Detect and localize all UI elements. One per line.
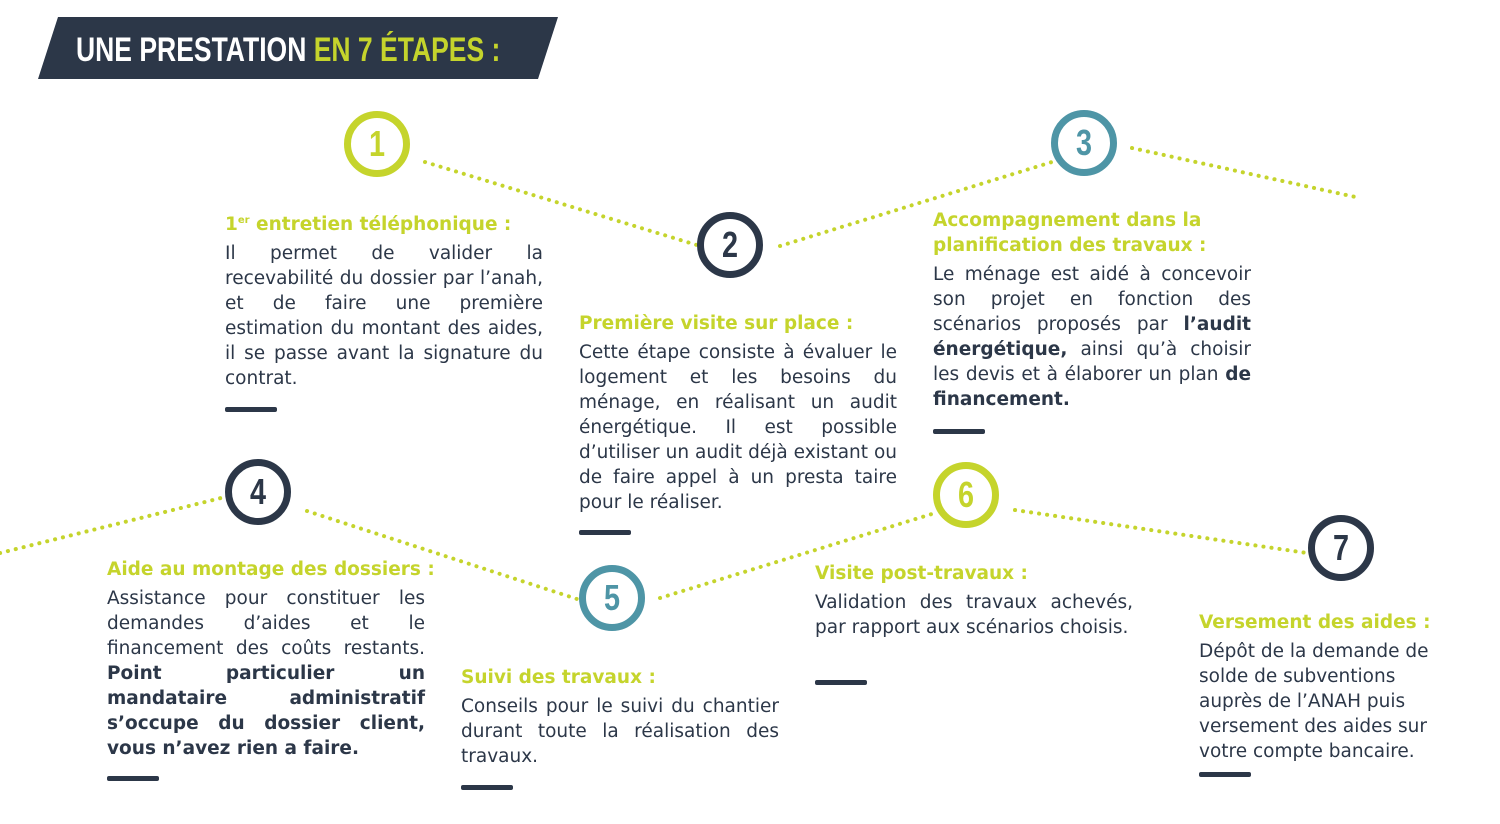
step-5-circle: 5 — [579, 565, 645, 631]
step-2-divider — [579, 530, 631, 535]
step-7-circle: 7 — [1308, 515, 1374, 581]
step-5-title: Suivi des travaux : — [461, 667, 656, 688]
step-4-divider — [107, 776, 159, 781]
step-6-divider — [815, 680, 867, 685]
step-3 — [933, 208, 1251, 412]
step-1-divider — [225, 407, 277, 412]
step-4-title: Aide au montage des dossiers : — [107, 559, 435, 580]
step-6-text: Validation des travaux achevés, par rapport aux scénarios choisis. — [815, 592, 1133, 638]
page-title: UNE PRESTATION EN 7 ÉTAPES : — [76, 31, 501, 69]
step-7 — [1199, 610, 1451, 764]
step-4 — [107, 557, 435, 761]
step-5 — [461, 665, 779, 769]
step-2-text: Cette étape consiste à évaluer le logement et les besoins du ménage, en réalisant un audit énergétique. Il est possible d’utiliser un audit déjà existant ou de faire appel à un presta taire pour le réaliser. — [579, 342, 897, 513]
step-3-circle: 3 — [1051, 110, 1117, 176]
step-1-title: 1er entretien téléphonique : — [225, 214, 512, 235]
step-1-text: Il permet de valider la recevabilité du dossier par l’anah, et de faire une première estimation du montant des aides, il se passe avant la signature du contrat. — [225, 243, 543, 389]
step-5-text: Conseils pour le suivi du chantier durant toute la réalisation des travaux. — [461, 696, 779, 767]
step-6 — [815, 561, 1133, 640]
connector-in-4 — [0, 497, 225, 553]
step-3-divider — [933, 429, 985, 434]
connector-6-7 — [1015, 510, 1307, 553]
step-2 — [579, 311, 897, 515]
step-2-title: Première visite sur place : — [579, 313, 854, 334]
step-7-text: Dépôt de la demande de solde de subventions auprès de l’ANAH puis versement des aides sur votre compte bancaire. — [1199, 641, 1429, 762]
step-3-title: Accompagnement dans la planification des travaux : — [933, 210, 1207, 256]
step-6-title: Visite post-travaux : — [815, 563, 1028, 584]
step-3-text: Le ménage est aidé à concevoir son projet en fonction des scénarios proposés par l’audit énergétique, ainsi qu’à choisir les devis et à élaborer un plan de financement. — [933, 264, 1251, 410]
step-7-divider — [1199, 772, 1251, 777]
step-1 — [225, 208, 543, 391]
step-4-circle: 4 — [225, 459, 291, 525]
step-2-circle: 2 — [697, 212, 763, 278]
step-5-divider — [461, 785, 513, 790]
step-6-circle: 6 — [933, 462, 999, 528]
connector-3-out — [1132, 148, 1360, 198]
step-1-circle: 1 — [344, 111, 410, 177]
step-4-text: Assistance pour constituer les demandes d’aides et le financement des coûts restants. Point particulier un mandataire administratif s’occupe du dossier client, vous n’avez rien a faire. — [107, 588, 425, 759]
step-7-title: Versement des aides : — [1199, 612, 1431, 633]
